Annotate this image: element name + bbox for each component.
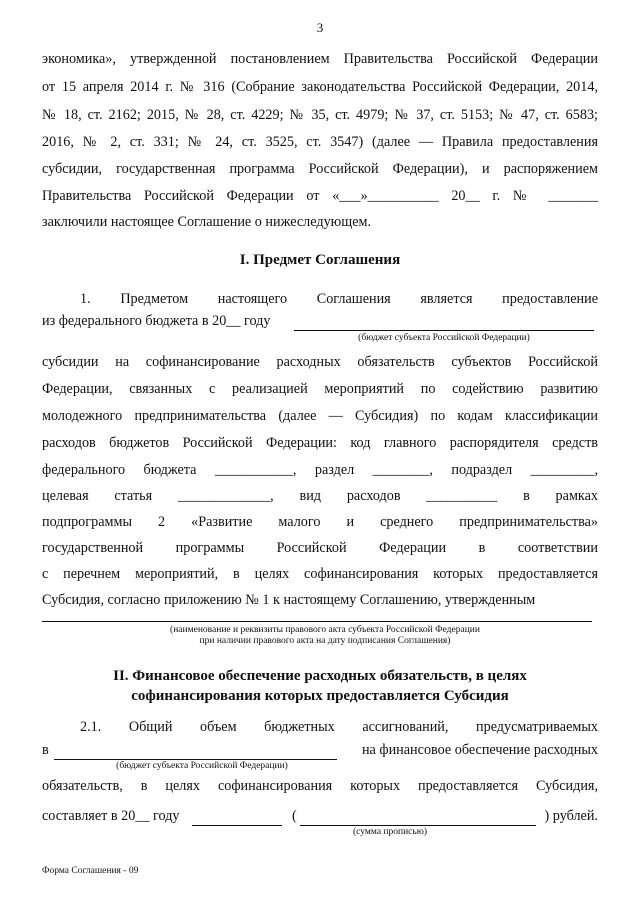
section-1-p1-line2-text: из федерального бюджета в 20__ году bbox=[42, 313, 271, 329]
section-1-line: федерального бюджета ___________, раздел ________, подраздел _________, bbox=[42, 462, 598, 478]
section-1-line: расходов бюджетов Российской Федерации: код главного распорядителя средств bbox=[42, 435, 598, 451]
amount-fill-line[interactable] bbox=[192, 825, 282, 826]
budget-fill-line[interactable] bbox=[294, 330, 594, 331]
section-2-heading-line1: II. Финансовое обеспечение расходных обязательств, в целях bbox=[113, 668, 527, 684]
section-1-line: Федерации, связанных с реализацией мероприятий по содействию развитию bbox=[42, 381, 598, 397]
section-1-line: целевая статья _____________, вид расходов __________ в рамках bbox=[42, 488, 598, 504]
section-2-p1-line3: обязательств, в целях софинансирования которых предоставляется Субсидия, bbox=[42, 778, 598, 794]
section-1-line: Субсидия, согласно приложению № 1 к настоящему Соглашению, утвержденным bbox=[42, 592, 536, 608]
legal-act-hint-2: при наличии правового акта на дату подписания Соглашения) bbox=[199, 636, 451, 646]
budget-hint-2: (бюджет субъекта Российской Федерации) bbox=[116, 761, 288, 771]
intro-line: заключили настоящее Соглашение о нижеследующем. bbox=[42, 214, 372, 230]
section-2-p1-line2-right: на финансовое обеспечение расходных bbox=[361, 742, 598, 758]
section-1-line: субсидии на софинансирование расходных обязательств субъектов Российской bbox=[42, 354, 598, 370]
sum-hint: (сумма прописью) bbox=[353, 827, 427, 837]
section-1-line: подпрограммы 2 «Развитие малого и среднего предпринимательства» bbox=[42, 514, 598, 530]
section-2-p1-line2-left: в bbox=[42, 742, 49, 758]
page-number: 3 bbox=[316, 20, 324, 35]
section-1-line: государственной программы Российской Федерации в соответствии bbox=[42, 540, 598, 556]
intro-line: от 15 апреля 2014 г. № 316 (Собрание законодательства Российской Федерации, 2014, bbox=[42, 79, 598, 95]
legal-act-hint-1: (наименование и реквизиты правового акта субъекта Российской Федерации bbox=[170, 625, 480, 635]
intro-line: субсидии, государственная программа Российской Федерации), и распоряжением bbox=[42, 161, 598, 177]
section-2-p1-line4-right: ) рублей. bbox=[544, 808, 598, 824]
section-1-heading: I. Предмет Соглашения bbox=[239, 252, 401, 268]
intro-line: 2016, № 2, ст. 331; № 24, ст. 3525, ст. 3547) (далее — Правила предоставления bbox=[42, 134, 598, 150]
budget-hint: (бюджет субъекта Российской Федерации) bbox=[358, 333, 530, 343]
section-1-p1-line1: 1. Предметом настоящего Соглашения является предоставление bbox=[80, 291, 598, 307]
section-1-line: с перечнем мероприятий, в целях софинансирования которых предоставляется bbox=[42, 566, 598, 582]
intro-line: № 18, ст. 2162; 2015, № 28, ст. 4229; № 35, ст. 4979; № 37, ст. 5153; № 47, ст. 6583; bbox=[42, 107, 598, 123]
intro-line: экономика», утвержденной постановлением Правительства Российской Федерации bbox=[42, 51, 598, 67]
section-1-line: молодежного предпринимательства (далее — Субсидия) по кодам классификации bbox=[42, 408, 598, 424]
intro-line: Правительства Российской Федерации от «___»__________ 20__ г. № _______ bbox=[42, 188, 598, 204]
paren-open: ( bbox=[292, 808, 297, 824]
form-footer: Форма Соглашения - 09 bbox=[42, 866, 139, 876]
legal-act-fill-line[interactable] bbox=[42, 621, 592, 622]
section-2-p1-line4-left: составляет в 20__ году bbox=[42, 808, 180, 824]
section-2-heading-line2: софинансирования которых предоставляется Субсидия bbox=[131, 688, 509, 704]
section-2-p1-line1: 2.1. Общий объем бюджетных ассигнований, предусматриваемых bbox=[80, 719, 598, 735]
